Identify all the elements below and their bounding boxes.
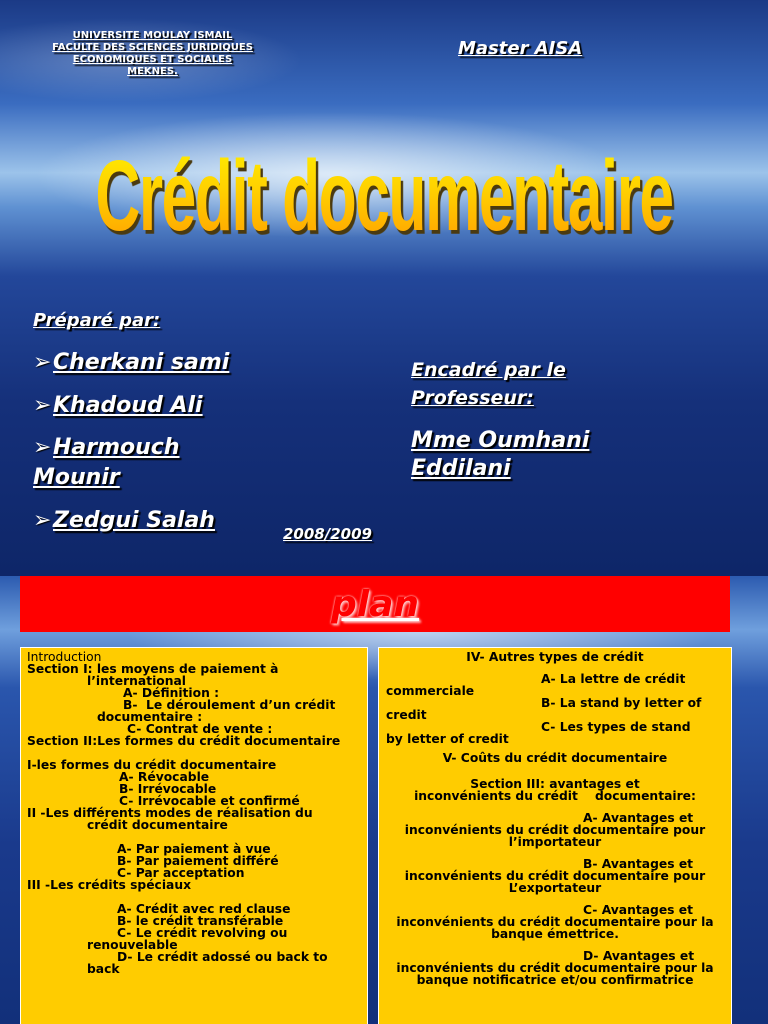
plan-right-line: B- Avantages et <box>583 857 694 871</box>
plan-left-line: A- Par paiement à vue <box>117 842 271 856</box>
plan-left-line: renouvelable <box>87 938 178 952</box>
plan-right-line: L’exportateur <box>508 881 602 895</box>
plan-right-line: credit <box>386 708 427 722</box>
plan-left-line: crédit documentaire <box>87 818 228 832</box>
plan-right-line: A- Avantages et <box>583 811 694 825</box>
student-name-text: Khadoud Ali <box>53 393 203 418</box>
university-line: MEKNES. <box>127 66 178 77</box>
presentation-title: Crédit documentaire <box>84 139 683 254</box>
supervised-by-label: Encadré par le Professeur: <box>411 359 566 409</box>
plan-right-line: C- Les types de stand <box>541 720 691 734</box>
academic-year: 2008/2009 <box>283 525 372 543</box>
plan-right-line: banque émettrice. <box>491 927 619 941</box>
plan-left-line: Introduction <box>27 650 102 664</box>
plan-left-line: Section I: les moyens de paiement à <box>27 662 279 676</box>
plan-left-line: documentaire : <box>97 710 203 724</box>
plan-left-line: II -Les différents modes de réalisation du <box>27 806 313 820</box>
plan-right-line: inconvénients du crédit documentaire pour la <box>396 915 714 929</box>
plan-left-line: B- Par paiement différé <box>117 854 279 868</box>
plan-left-line: D- Le crédit adossé ou back to <box>117 950 328 964</box>
plan-left-line: III -Les crédits spéciaux <box>27 878 192 892</box>
student-name-text: Zedgui Salah <box>53 508 215 533</box>
student-name-text: Harmouch Mounir <box>33 435 180 490</box>
arrow-bullet-icon: ➢ <box>33 350 52 375</box>
plan-slide <box>0 576 768 1024</box>
student-name-text: Cherkani sami <box>53 350 230 375</box>
plan-right-line: banque notificatrice et/ou confirmatrice <box>416 973 694 987</box>
plan-right-line: C- Avantages et <box>583 903 693 917</box>
plan-left-line: A- Révocable <box>119 770 210 784</box>
plan-left-line: C- Par acceptation <box>117 866 245 880</box>
plan-right-line: inconvénients du crédit documentaire: <box>414 789 696 803</box>
plan-right-line: l’importateur <box>508 835 602 849</box>
plan-title: plan <box>330 584 420 625</box>
plan-left-line: A- Définition : <box>123 686 220 700</box>
plan-right-line: inconvénients du crédit documentaire pour la <box>396 961 714 975</box>
plan-left-line: Section II:Les formes du crédit documentaire <box>27 734 341 748</box>
plan-right-line: Section III: avantages et <box>470 777 640 791</box>
university-line: ECONOMIQUES ET SOCIALES <box>72 54 233 65</box>
plan-right-line: inconvénients du crédit documentaire pour <box>404 869 706 883</box>
plan-left-line: l’international <box>87 674 186 688</box>
plan-left-line: B- Irrévocable <box>119 782 217 796</box>
plan-right-column <box>378 647 732 1024</box>
plan-right-line: A- La lettre de crédit <box>541 672 686 686</box>
plan-right-line: B- La stand by letter of <box>541 696 702 710</box>
arrow-bullet-icon: ➢ <box>33 508 52 533</box>
program-name: Master AISA <box>458 38 583 59</box>
plan-right-line: by letter of credit <box>386 732 509 746</box>
plan-left-line: C- Irrévocable et confirmé <box>119 794 300 808</box>
student-name <box>33 391 263 421</box>
plan-left-line: back <box>87 962 120 976</box>
university-name <box>40 30 265 78</box>
plan-left-line: B- Le déroulement d’un crédit <box>123 698 336 712</box>
arrow-bullet-icon: ➢ <box>33 393 52 418</box>
student-name <box>33 506 263 536</box>
student-name <box>33 433 223 493</box>
plan-left-line: I-les formes du crédit documentaire <box>27 758 277 772</box>
plan-right-line: inconvénients du crédit documentaire pour <box>404 823 706 837</box>
plan-left-line: A- Crédit avec red clause <box>117 902 291 916</box>
university-line: FACULTE DES SCIENCES JURIDIQUES <box>52 42 253 53</box>
plan-left-line: B- le crédit transférable <box>117 914 284 928</box>
plan-right-line: V- Coûts du crédit documentaire <box>442 751 668 765</box>
prepared-by-label: Préparé par: <box>33 310 161 331</box>
plan-right-line: D- Avantages et <box>583 949 695 963</box>
plan-left-column <box>20 647 368 1024</box>
plan-title-bar <box>20 576 730 632</box>
student-name <box>33 348 263 378</box>
plan-left-line: C- Contrat de vente : <box>127 722 273 736</box>
plan-right-line: commerciale <box>386 684 475 698</box>
arrow-bullet-icon: ➢ <box>33 435 52 460</box>
plan-right-line: IV- Autres types de crédit <box>466 650 644 664</box>
university-line: UNIVERSITE MOULAY ISMAIL <box>72 30 233 41</box>
plan-left-line: C- Le crédit revolving ou <box>117 926 288 940</box>
professor-name: Mme Oumhani Eddilani <box>411 428 590 481</box>
